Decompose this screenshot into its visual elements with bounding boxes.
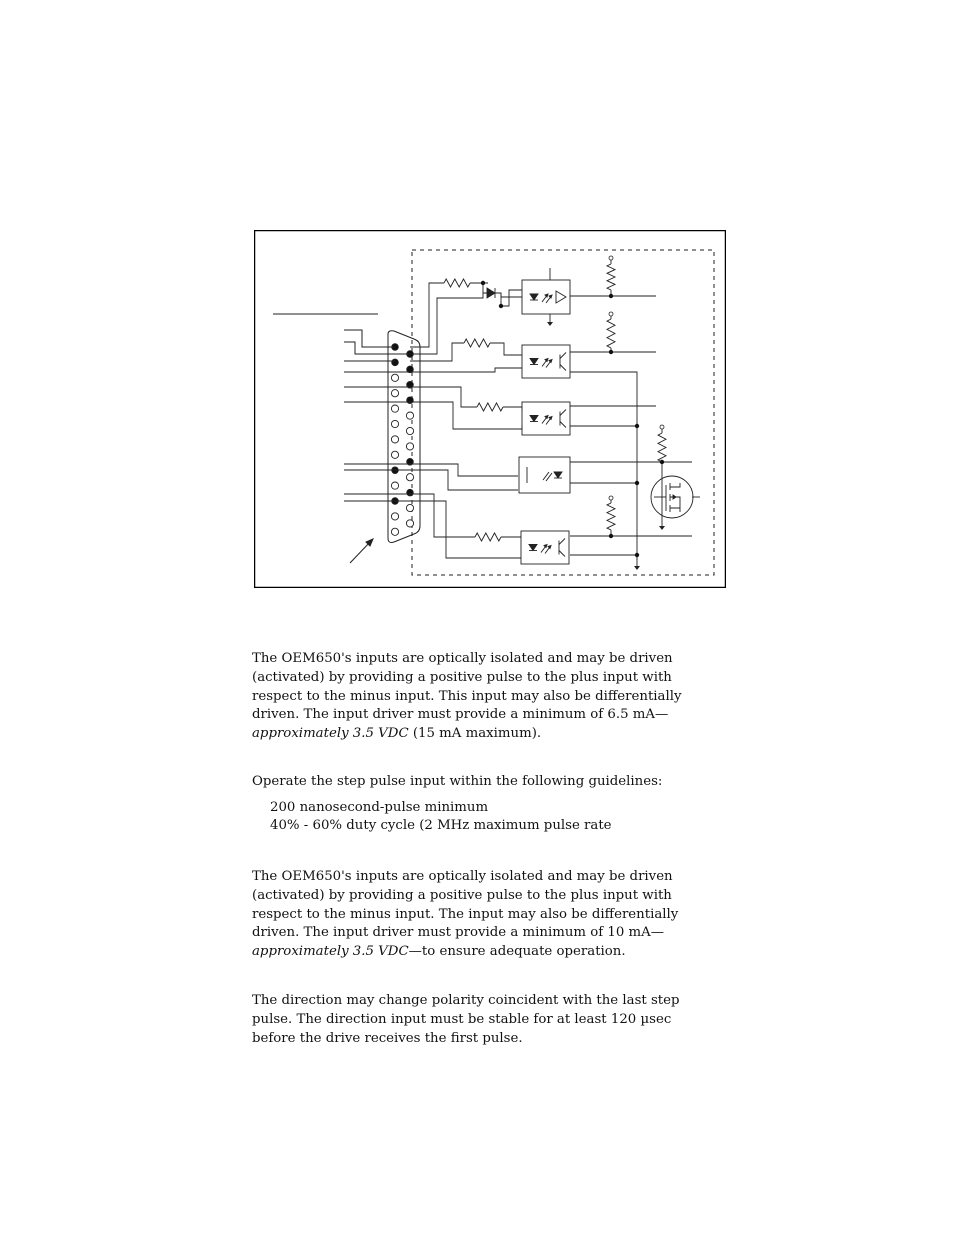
connector-pin (407, 397, 414, 404)
connector-pin (391, 436, 398, 443)
resistor-icon (444, 279, 470, 287)
text-line: before the drive receives the first pulse. (252, 1030, 523, 1046)
list-item: 200 nanosecond-pulse minimum (270, 800, 489, 815)
direction-input-paragraph (252, 868, 722, 962)
connector-pin (391, 374, 398, 381)
text-line: (activated) by providing a positive pulse to the plus input with (252, 669, 672, 685)
optocoupler-icon (522, 280, 570, 314)
text-line: Operate the step pulse input within the following guidelines: (252, 774, 663, 789)
connector-pin (392, 359, 399, 366)
guidelines-intro (252, 773, 722, 792)
plain-text: (15 mA maximum). (408, 726, 542, 742)
diode-icon (487, 288, 495, 298)
optocoupler-icon (522, 345, 570, 378)
junction-dot (635, 481, 639, 485)
optocoupler-icon (522, 402, 570, 435)
connector-pin (391, 390, 398, 397)
connector-pin (406, 443, 413, 450)
guidelines-list (270, 799, 740, 834)
schematic-figure (254, 230, 726, 588)
connector-pin (391, 513, 398, 520)
mosfet-icon (651, 476, 700, 518)
junction-dot (481, 281, 485, 285)
connector-pin (406, 504, 413, 511)
connector-pin (391, 482, 398, 489)
resistor-icon (607, 264, 615, 290)
resistor-icon (607, 319, 615, 348)
connector-pin (391, 528, 398, 535)
step-input-paragraph (252, 650, 722, 744)
connector-pin (406, 520, 413, 527)
list-item: 40% - 60% duty cycle (2 MHz maximum pulse rate (270, 817, 612, 833)
optocoupler-icon (521, 531, 569, 564)
text-line: (activated) by providing a positive pulse to the plus input with (252, 887, 672, 903)
input-circuit-schematic (254, 230, 726, 588)
junction-dot (609, 350, 613, 354)
italic-text: approximately 3.5 VDC (252, 726, 409, 742)
connector-pin (406, 412, 413, 419)
text-line: pulse. The direction input must be stable for at least 120 µsec (252, 1011, 672, 1027)
connector-pin (391, 405, 398, 412)
text-line (252, 943, 722, 962)
resistor-icon (658, 433, 666, 462)
junction-dot (635, 424, 639, 428)
junction-dot (635, 553, 639, 557)
text-line: The direction may change polarity coincident with the last step (252, 993, 680, 1008)
direction-change-paragraph (252, 992, 722, 1048)
text-line: respect to the minus input. The input may also be differentially (252, 906, 679, 922)
resistors (444, 256, 666, 541)
optocouplers (519, 280, 570, 564)
junction-dot (609, 534, 613, 538)
junction-dot (660, 460, 664, 464)
connector-pin (391, 451, 398, 458)
connector-pin (406, 427, 413, 434)
text-line: The OEM650's inputs are optically isolated and may be driven (252, 869, 673, 884)
figure-frame (255, 231, 726, 588)
ground-arrows (547, 322, 665, 570)
connector-pin (391, 420, 398, 427)
text-line (252, 725, 722, 744)
external-wires (344, 330, 410, 501)
junction-dot (609, 294, 613, 298)
internal-wires (395, 268, 692, 566)
resistor-icon (477, 403, 503, 411)
connector-pin (406, 474, 413, 481)
text-line: driven. The input driver must provide a minimum of 10 mA— (252, 925, 665, 941)
text-line: driven. The input driver must provide a minimum of 6.5 mA— (252, 707, 669, 723)
text-line: The OEM650's inputs are optically isolated and may be driven (252, 651, 673, 666)
italic-text: approximately 3.5 VDC (252, 944, 409, 960)
plain-text: —to ensure adequate operation. (408, 944, 626, 960)
resistor-icon (475, 533, 501, 541)
optocoupler-icon (519, 457, 570, 493)
junction-dot (499, 304, 503, 308)
connector-pin (407, 489, 414, 496)
resistor-icon (464, 339, 490, 347)
text-line: respect to the minus input. This input may also be differentially (252, 688, 682, 704)
arrow-icon (350, 539, 373, 563)
resistor-icon (607, 503, 615, 530)
